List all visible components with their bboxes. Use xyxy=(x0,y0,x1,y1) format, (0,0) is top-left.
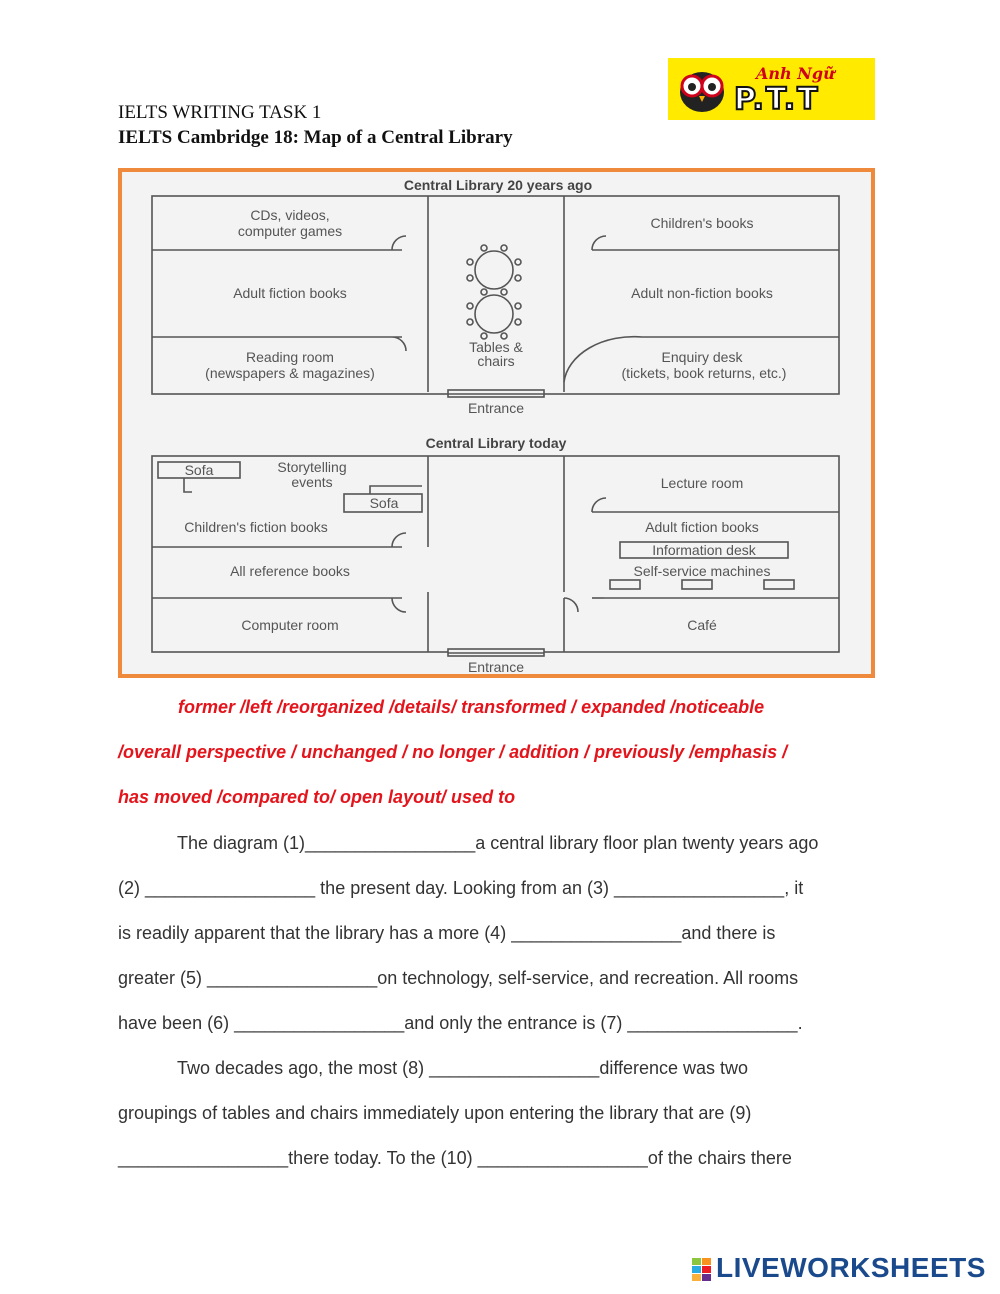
room-childrens-fiction: Children's fiction books xyxy=(184,519,328,535)
room-adult-fiction-today: Adult fiction books xyxy=(645,519,759,535)
passage-line: groupings of tables and chairs immediately upon entering the library that are (9) xyxy=(118,1103,752,1123)
room-storytelling-2: events xyxy=(291,474,333,490)
today-entrance: Entrance xyxy=(467,659,525,674)
passage-line: _________________there today. To the (10) _________________of the chairs there xyxy=(118,1148,792,1168)
room-computer: Computer room xyxy=(241,617,339,633)
library-map-image xyxy=(118,168,875,678)
passage-line: Two decades ago, the most (8) _________________difference was two xyxy=(177,1058,749,1078)
past-map-title: Central Library 20 years ago xyxy=(403,177,593,193)
table-chairs-group xyxy=(467,245,521,339)
room-childrens-books: Children's books xyxy=(650,215,754,231)
passage-line: The diagram (1)_________________a central library floor plan twenty years ago xyxy=(177,833,819,853)
tables-label-2: chairs xyxy=(477,353,515,369)
worksheet-subtitle: IELTS Cambridge 18: Map of a Central Library xyxy=(118,127,513,148)
passage-line: is readily apparent that the library has a more (4) _________________and there is xyxy=(118,923,776,943)
room-adult-nonfiction: Adult non-fiction books xyxy=(631,285,773,301)
logo-line2: P.T.T xyxy=(734,82,820,117)
word-bank-line-2: /overall perspective / unchanged / no longer / addition / previously /emphasis / xyxy=(118,742,788,762)
liveworksheets-brand: LIVEWORKSHEETS xyxy=(716,1252,986,1283)
tables-label: Tables & xyxy=(469,339,523,355)
self-service-machines: Self-service machines xyxy=(633,563,771,579)
blocks-icon xyxy=(692,1258,712,1282)
worksheet-title: IELTS WRITING TASK 1 xyxy=(118,102,322,123)
passage-line: have been (6) _________________and only the entrance is (7) _________________. xyxy=(118,1013,803,1033)
passage-line: greater (5) _________________on technology, self-service, and recreation. All rooms xyxy=(118,968,799,988)
information-desk: Information desk xyxy=(652,542,756,558)
room-lecture: Lecture room xyxy=(660,475,744,491)
room-reading: Reading room xyxy=(246,349,334,365)
passage-line: (2) _________________ the present day. Looking from an (3) _________________, it xyxy=(118,878,804,898)
room-enquiry-2: (tickets, book returns, etc.) xyxy=(621,365,787,381)
room-cds-2: computer games xyxy=(237,223,343,239)
room-cds: CDs, videos, xyxy=(250,207,330,223)
room-reference: All reference books xyxy=(230,563,350,579)
room-storytelling: Storytelling xyxy=(277,459,347,475)
logo-line1: Anh Ngữ xyxy=(756,64,835,83)
brand-logo xyxy=(668,58,875,120)
owl-glasses-icon xyxy=(676,64,728,114)
word-bank-line-1: former /left /reorganized /details/ transformed / expanded /noticeable xyxy=(178,697,765,717)
room-enquiry: Enquiry desk xyxy=(661,349,743,365)
today-map-title: Central Library today xyxy=(425,435,567,451)
past-entrance: Entrance xyxy=(467,400,525,416)
room-adult-fiction: Adult fiction books xyxy=(233,285,347,301)
room-cafe: Café xyxy=(687,617,717,633)
word-bank-line-3: has moved /compared to/ open layout/ used to xyxy=(118,787,516,807)
sofa-2: Sofa xyxy=(369,495,399,511)
sofa-1: Sofa xyxy=(184,462,214,478)
room-reading-2: (newspapers & magazines) xyxy=(205,365,375,381)
